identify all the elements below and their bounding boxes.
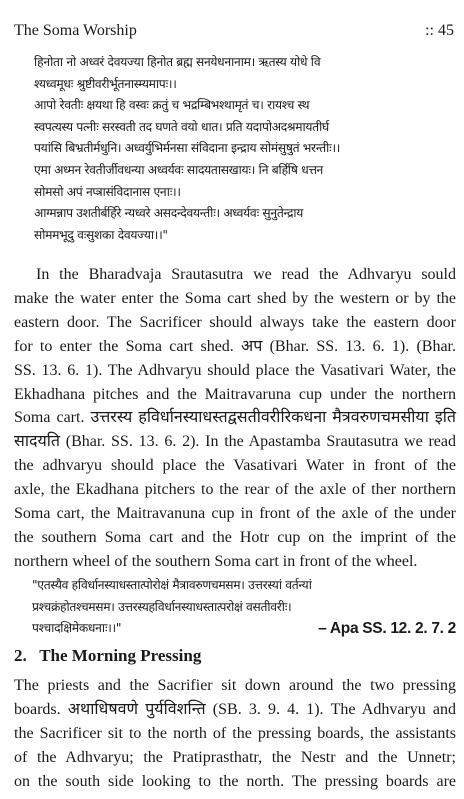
paragraph-line: for to enter the Soma cart shed. अप (Bhar. SS. 13. 6. 1). (Bhar. (14, 337, 456, 355)
paragraph-line: The priests and the Sacrifier sit down around the two pressing (14, 677, 456, 694)
paragraph-line: northern wheel of the southern Soma cart in front of the wheel. (14, 552, 418, 570)
paragraph-line: of the Adhvaryu; the Pratiprasthatr, the Nestr and the Unnetr; (14, 748, 456, 766)
verse-line: प्रश्चक्रंहोतश्चमसम। उत्तरस्यहविर्धानस्याधस्तात्परोक्षं वसतीवरीः। (32, 599, 292, 614)
body-paragraph (14, 263, 456, 574)
verse-line: स्वपत्यस्य पत्नीः सरस्वती तद घणते वयो धात। प्रति यदापोअदश्रमायतीर्घ (34, 119, 329, 134)
paragraph-line: In the Bharadvaja Srautasutra we read the Adhvaryu sould (36, 266, 456, 283)
paragraph-line: make the water enter the Soma cart shed by the western or by the (14, 289, 456, 307)
verse-line: आग्मन्नाप उशतीर्बर्हिरे न्यध्वरे असदन्देवयन्तीः। अध्वर्यवः सुनुतेन्द्राय (34, 206, 304, 221)
verse-line: सोमसो अपं नप्त्रासंविदानास एनाः।। (34, 184, 181, 199)
paragraph-line: eastern door. The Sacrificer should always take the eastern door (14, 313, 456, 331)
paragraph-line: SS. 13. 6. 1). The Adhvaryu should place the Vasativari Water, the (14, 361, 456, 379)
paragraph-line: Soma cart. उत्तरस्य हविर्धानस्याधस्तद्वसतीवरीरिकधना मैत्रवरुणचमसीया इति (14, 409, 456, 427)
source-citation: – Apa SS. 12. 2. 7. 2 (318, 620, 456, 638)
verse-line: एमा अध्मन रेवतीर्जीवधन्या अध्वर्यवः सादयतासखायः। नि बर्हिषि धत्तन (34, 162, 324, 177)
paragraph-line: the southern Soma cart and the Hotr cup on the imprint of the (14, 528, 456, 546)
verse-line: श्यध्वमूधः श्रुष्टीवरीर्भूतनास्म्यमापः।। (34, 76, 177, 91)
section-heading: 2. The Morning Pressing (14, 646, 202, 665)
page-number: :: 45 (425, 22, 454, 39)
verse-line: "एतस्यैव हविर्धानस्याधस्तात्पोरोक्षं मैत्रावरुणचमसम। उत्तरस्यां वर्तन्यां (32, 578, 312, 592)
paragraph-line: the adhvaryu should place the Vasativari Water in front of the (14, 457, 456, 475)
verse-line: आपो रेवतीः क्षयथा हि वस्वः क्रतुं च भद्रम्बिभश्थामृतं च। रायश्च स्थ (34, 98, 310, 113)
paragraph-line: axle, the Ekadhana pitchers to the rear of the axle of ther northern (14, 481, 456, 499)
verse-line-with-citation (32, 618, 456, 640)
paragraph-line: on the south side looking to the north. The pressing boards are (14, 772, 456, 790)
paragraph-line: Soma cart, the Maitravanuna cup in front of the axle of the under (14, 505, 456, 523)
verse-line: हिनोता नो अध्वरं देवयज्या हिनोत ब्रह्म सनयेधनानाम। ऋतस्य योधे वि (34, 55, 321, 69)
body-paragraph (14, 674, 456, 794)
paragraph-line: the Sacrificer sit to the north of the pressing boards, the assistants (14, 724, 456, 742)
paragraph-line: सादयति (Bhar. SS. 13. 6. 2). In the Apastamba Srautasutra we read (14, 433, 456, 451)
sanskrit-verse-block (14, 52, 456, 246)
paragraph-line: Ekhadhana pitches and the Maitravaruna cup under the northern (14, 385, 456, 403)
sanskrit-quotation-block (14, 575, 456, 640)
running-header (14, 22, 454, 42)
verse-line: पयांसि बिभ्रतीर्मधुनि। अध्वर्युभिर्मनसा संविदाना इन्द्राय सोमंसुषुतं भरन्तीः।। (34, 141, 341, 156)
verse-line: सोममभूदु वःसुशका देवयज्या।।" (34, 227, 168, 242)
paragraph-line: boards. अथाधिषवणे पुर्यविशन्ति (SB. 3. 9. 4. 1). The Adhvaryu and (14, 700, 456, 718)
verse-line: पश्चादक्षिमेकधनाः।।" (32, 621, 122, 636)
running-title: The Soma Worship (14, 22, 137, 39)
